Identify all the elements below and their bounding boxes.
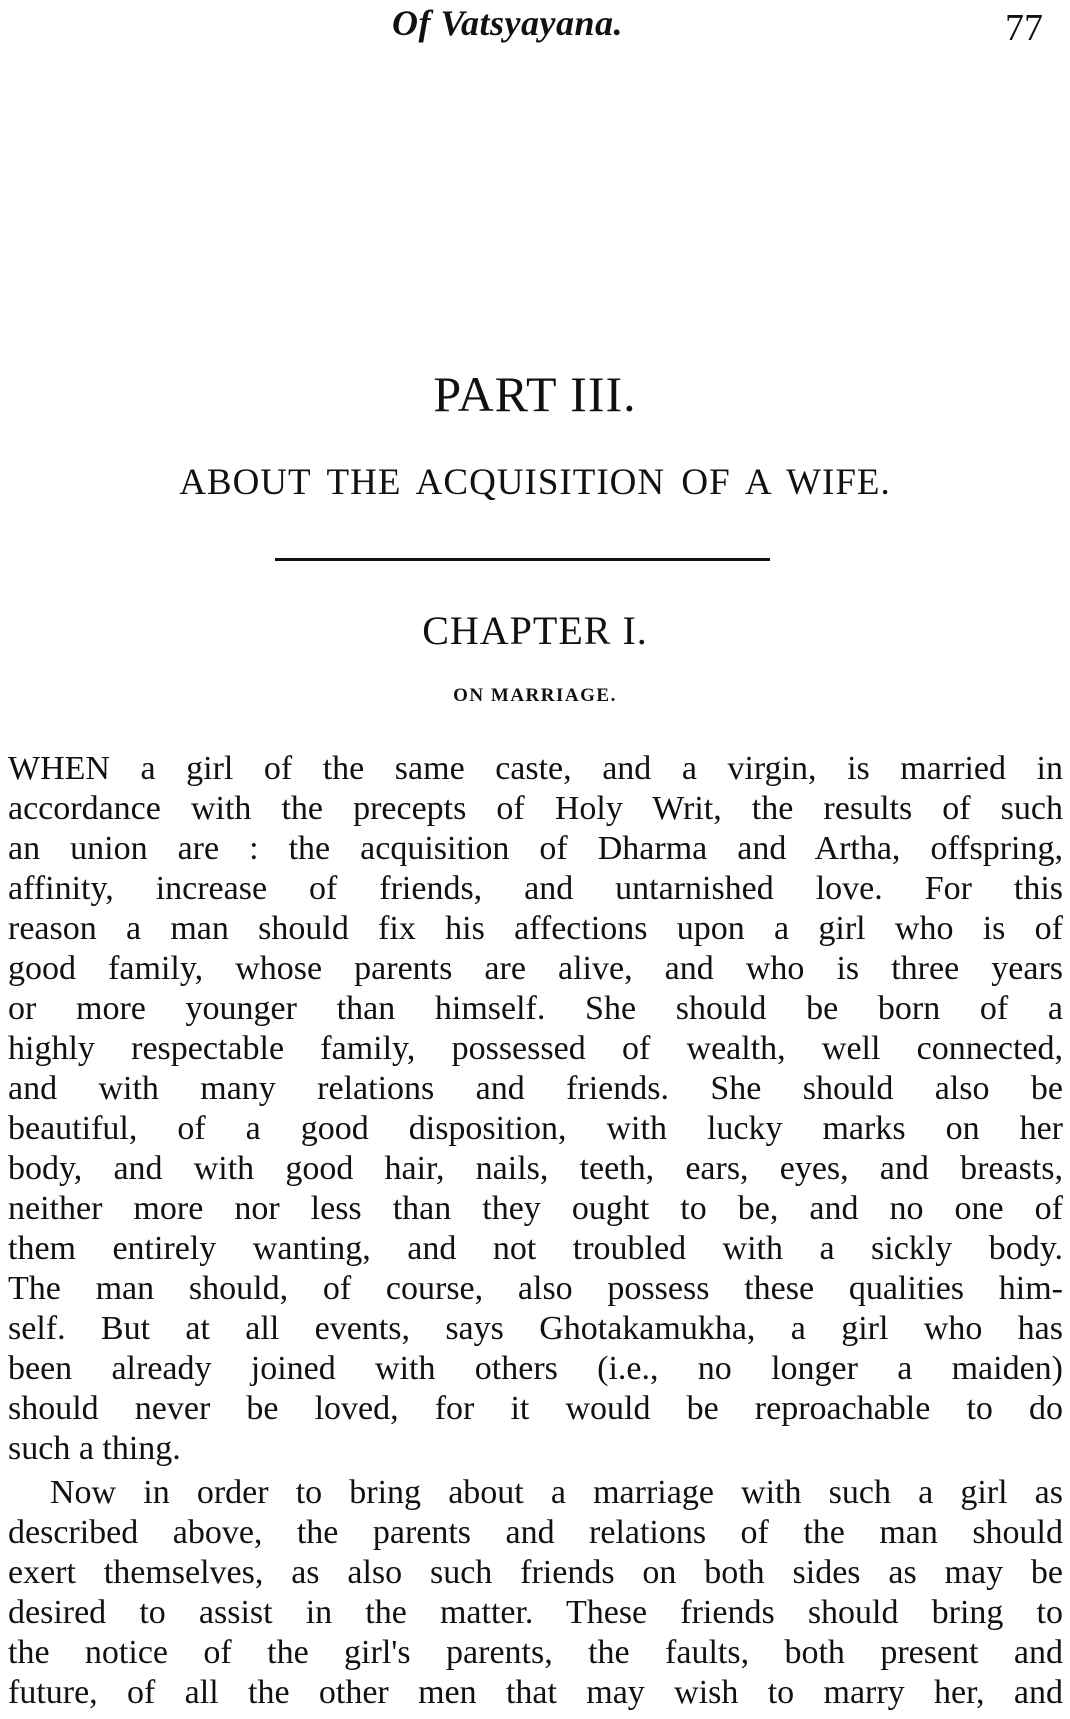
text-line: reason a man should fix his affections upon a girl who is of [8, 910, 1063, 947]
running-head [0, 2, 1070, 50]
text-line: highly respectable family, possessed of wealth, well connected, [8, 1030, 1063, 1067]
text-line: good family, whose parents are alive, and who is three years [8, 950, 1063, 987]
text-line: affinity, increase of friends, and untarnished love. For this [8, 870, 1063, 907]
text-line: and with many relations and friends. She should also be [8, 1070, 1063, 1107]
page-number: 77 [1005, 7, 1043, 49]
section-divider [275, 558, 770, 561]
text-line: the notice of the girl's parents, the faults, both present and [8, 1634, 1063, 1671]
text-line: accordance with the precepts of Holy Writ, the results of such [8, 790, 1063, 827]
text-line: such a thing. [8, 1430, 181, 1467]
running-title: Of Vatsyayana. [392, 3, 623, 43]
text-line: self. But at all events, says Ghotakamukha, a girl who has [8, 1310, 1063, 1347]
text-line: body, and with good hair, nails, teeth, ears, eyes, and breasts, [8, 1150, 1063, 1187]
text-line: them entirely wanting, and not troubled with a sickly body. [8, 1230, 1063, 1267]
chapter-subtitle: ON MARRIAGE. [453, 685, 617, 706]
part-subtitle: ABOUT THE ACQUISITION OF A WIFE. [179, 462, 891, 503]
part-heading: PART III. [433, 366, 637, 422]
text-line: an union are : the acquisition of Dharma and Artha, offspring, [8, 830, 1063, 867]
text-line: described above, the parents and relations of the man should [8, 1514, 1063, 1551]
text-line: The man should, of course, also possess these qualities him- [8, 1270, 1063, 1307]
text-line: neither more nor less than they ought to be, and no one of [8, 1190, 1063, 1227]
body-text [8, 749, 1063, 1713]
text-line: should never be loved, for it would be reproachable to do [8, 1390, 1063, 1427]
text-line: been already joined with others (i.e., no longer a maiden) [8, 1350, 1063, 1387]
chapter-heading: CHAPTER I. [422, 608, 648, 653]
text-line: WHEN a girl of the same caste, and a virgin, is married in [8, 750, 1063, 787]
text-line: future, of all the other men that may wish to marry her, and [8, 1674, 1063, 1711]
text-line: exert themselves, as also such friends on both sides as may be [8, 1554, 1063, 1591]
text-line: desired to assist in the matter. These friends should bring to [8, 1594, 1063, 1631]
text-line: Now in order to bring about a marriage with such a girl as [50, 1474, 1063, 1511]
text-line: or more younger than himself. She should be born of a [8, 990, 1063, 1027]
text-line: beautiful, of a good disposition, with lucky marks on her [8, 1110, 1063, 1147]
